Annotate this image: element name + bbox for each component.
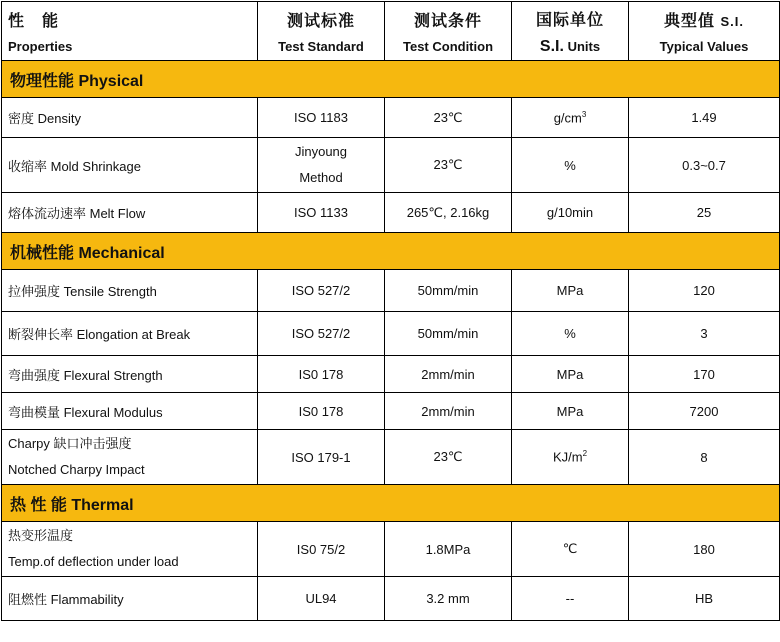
hdt-property-l1: 热变形温度 bbox=[8, 528, 74, 543]
header-condition-en: Test Condition bbox=[402, 39, 494, 54]
flex-modulus-value: 7200 bbox=[629, 393, 780, 430]
shrinkage-property: 收缩率 Mold Shrinkage bbox=[2, 138, 258, 193]
header-values bbox=[629, 2, 780, 61]
row-flammability bbox=[2, 577, 780, 621]
row-hdt bbox=[2, 522, 780, 577]
elongation-condition: 50mm/min bbox=[385, 312, 512, 356]
charpy-value: 8 bbox=[629, 430, 780, 485]
flex-strength-property: 弯曲强度 Flexural Strength bbox=[2, 356, 258, 393]
hdt-condition: 1.8MPa bbox=[385, 522, 512, 577]
shrinkage-standard bbox=[258, 138, 385, 193]
header-standard bbox=[258, 2, 385, 61]
header-standard-zh: 测试标准 bbox=[286, 13, 355, 30]
flammability-condition: 3.2 mm bbox=[385, 577, 512, 621]
melt-flow-condition: 265℃, 2.16kg bbox=[385, 193, 512, 233]
row-melt-flow bbox=[2, 193, 780, 233]
charpy-property-l1: Charpy 缺口冲击强度 bbox=[8, 436, 132, 451]
tensile-unit: MPa bbox=[512, 270, 629, 312]
flammability-unit: -- bbox=[512, 577, 629, 621]
charpy-unit-base: KJ/m bbox=[552, 449, 583, 465]
shrinkage-condition: 23℃ bbox=[385, 138, 512, 193]
section-physical-row bbox=[2, 61, 780, 98]
density-value: 1.49 bbox=[629, 98, 780, 138]
header-row bbox=[2, 2, 780, 61]
flex-modulus-property: 弯曲模量 Flexural Modulus bbox=[2, 393, 258, 430]
flex-strength-standard: IS0 178 bbox=[258, 356, 385, 393]
header-condition-zh: 测试条件 bbox=[413, 13, 482, 30]
tensile-condition: 50mm/min bbox=[385, 270, 512, 312]
hdt-value: 180 bbox=[629, 522, 780, 577]
header-condition bbox=[385, 2, 512, 61]
flex-modulus-standard: IS0 178 bbox=[258, 393, 385, 430]
row-flexural-strength bbox=[2, 356, 780, 393]
hdt-unit: ℃ bbox=[512, 522, 629, 577]
flex-strength-value: 170 bbox=[629, 356, 780, 393]
header-units-en-wrap bbox=[518, 38, 622, 56]
row-shrinkage bbox=[2, 138, 780, 193]
elongation-unit: % bbox=[512, 312, 629, 356]
header-properties-zh: 性 能 bbox=[8, 13, 60, 30]
section-thermal: 热 性 能 Thermal bbox=[2, 485, 780, 522]
hdt-standard: IS0 75/2 bbox=[258, 522, 385, 577]
density-unit-base: g/cm bbox=[553, 110, 582, 126]
row-charpy bbox=[2, 430, 780, 485]
header-properties-en: Properties bbox=[8, 39, 73, 54]
row-tensile bbox=[2, 270, 780, 312]
tensile-value: 120 bbox=[629, 270, 780, 312]
shrinkage-value: 0.3~0.7 bbox=[629, 138, 780, 193]
elongation-standard: ISO 527/2 bbox=[258, 312, 385, 356]
header-values-zh: 典型值 bbox=[664, 13, 716, 30]
section-mechanical-row bbox=[2, 233, 780, 270]
charpy-unit-sup: 2 bbox=[582, 449, 588, 459]
header-values-en: Typical Values bbox=[659, 39, 749, 54]
elongation-property: 断裂伸长率 Elongation at Break bbox=[2, 312, 258, 356]
charpy-standard: ISO 179-1 bbox=[258, 430, 385, 485]
shrinkage-standard-l1: Jinyoung bbox=[294, 144, 348, 159]
charpy-unit bbox=[512, 430, 629, 485]
header-units bbox=[512, 2, 629, 61]
density-unit-sup: 3 bbox=[581, 109, 587, 119]
density-condition: 23℃ bbox=[385, 98, 512, 138]
charpy-condition: 23℃ bbox=[385, 430, 512, 485]
header-properties bbox=[2, 2, 258, 61]
flex-strength-unit: MPa bbox=[512, 356, 629, 393]
header-standard-en: Test Standard bbox=[278, 39, 364, 54]
row-flexural-modulus bbox=[2, 393, 780, 430]
shrinkage-unit: % bbox=[512, 138, 629, 193]
hdt-property bbox=[2, 522, 258, 577]
header-units-zh: 国际单位 bbox=[535, 11, 604, 29]
header-values-si: S.I. bbox=[720, 14, 744, 29]
elongation-value: 3 bbox=[629, 312, 780, 356]
charpy-property-l2: Notched Charpy Impact bbox=[8, 462, 145, 477]
section-physical: 物理性能 Physical bbox=[2, 61, 780, 98]
melt-flow-unit: g/10min bbox=[512, 193, 629, 233]
melt-flow-value: 25 bbox=[629, 193, 780, 233]
properties-table bbox=[1, 1, 780, 621]
flex-modulus-unit: MPa bbox=[512, 393, 629, 430]
flammability-property: 阻燃性 Flammability bbox=[2, 577, 258, 621]
section-thermal-row bbox=[2, 485, 780, 522]
melt-flow-standard: ISO 1133 bbox=[258, 193, 385, 233]
density-unit bbox=[512, 98, 629, 138]
shrinkage-standard-l2: Method bbox=[299, 170, 343, 185]
section-mechanical: 机械性能 Mechanical bbox=[2, 233, 780, 270]
density-property: 密度 Density bbox=[2, 98, 258, 138]
header-values-zh-wrap bbox=[635, 8, 773, 31]
flex-strength-condition: 2mm/min bbox=[385, 356, 512, 393]
flammability-value: HB bbox=[629, 577, 780, 621]
melt-flow-property: 熔体流动速率 Melt Flow bbox=[2, 193, 258, 233]
header-units-en: Units bbox=[567, 38, 601, 54]
flex-modulus-condition: 2mm/min bbox=[385, 393, 512, 430]
tensile-standard: ISO 527/2 bbox=[258, 270, 385, 312]
row-density bbox=[2, 98, 780, 138]
row-elongation bbox=[2, 312, 780, 356]
header-units-si: S.I. bbox=[539, 37, 564, 55]
density-standard: ISO 1183 bbox=[258, 98, 385, 138]
charpy-property bbox=[2, 430, 258, 485]
tensile-property: 拉伸强度 Tensile Strength bbox=[2, 270, 258, 312]
flammability-standard: UL94 bbox=[258, 577, 385, 621]
hdt-property-l2: Temp.of deflection under load bbox=[8, 554, 179, 569]
